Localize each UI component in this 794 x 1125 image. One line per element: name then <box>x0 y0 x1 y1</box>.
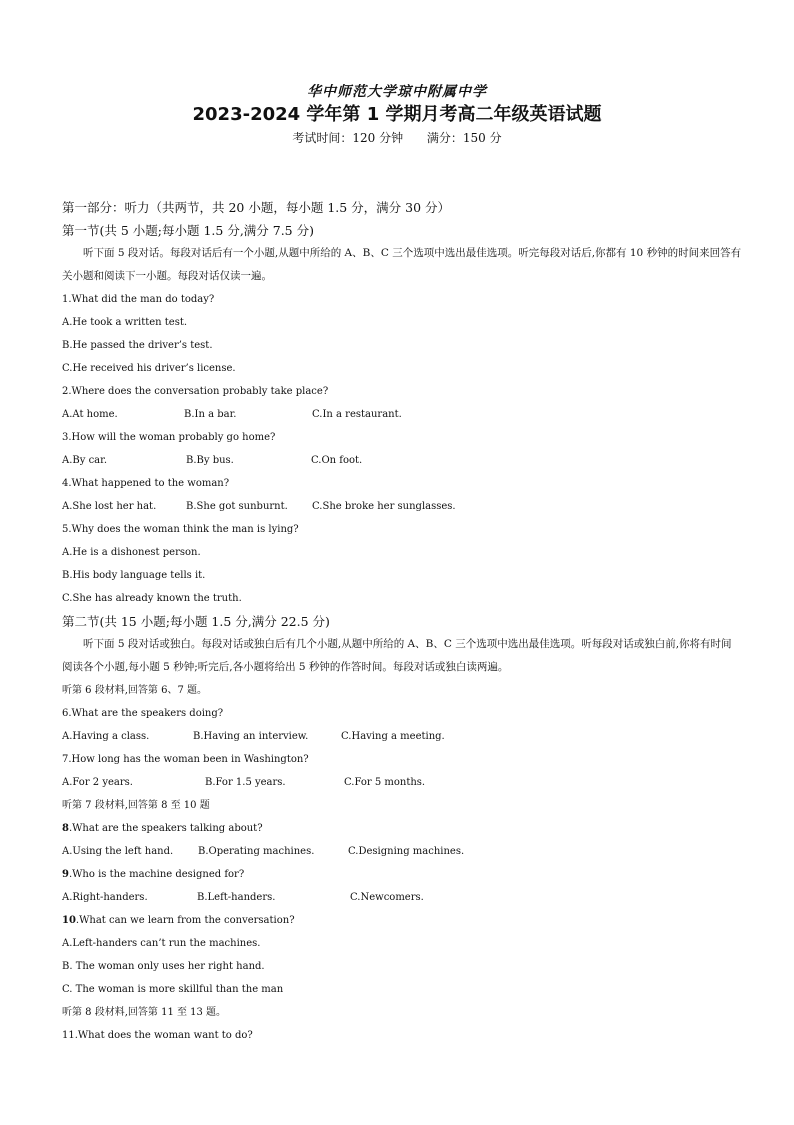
q9-option-b: B.Left-handers. <box>197 892 276 903</box>
question-1: 1.What did the man do today? <box>62 294 215 305</box>
question-6: 6.What are the speakers doing? <box>62 708 224 719</box>
q5-option-a: A.He is a dishonest person. <box>62 547 201 558</box>
question-5: 5.Why does the woman think the man is lying? <box>62 524 299 535</box>
q9-option-c: C.Newcomers. <box>350 892 424 903</box>
section2-heading: 第二节(共 15 小题;每小题 1.5 分,满分 22.5 分) <box>62 614 330 629</box>
question-2: 2.Where does the conversation probably take place? <box>62 386 329 397</box>
q8-option-a: A.Using the left hand. <box>62 846 174 857</box>
q7-option-a: A.For 2 years. <box>62 777 133 788</box>
q1-option-b: B.He passed the driver’s test. <box>62 340 213 351</box>
q10-option-a: A.Left-handers can’t run the machines. <box>62 938 261 949</box>
question-10 <box>62 909 742 932</box>
q10-text: .What can we learn from the conversation? <box>75 915 295 926</box>
section1-heading: 第一节(共 5 小题;每小题 1.5 分,满分 7.5 分) <box>62 223 314 238</box>
q9-number: 9 <box>62 869 69 880</box>
part1-heading: 第一部分：听力（共两节，共 20 小题，每小题 1.5 分，满分 30 分） <box>62 200 451 215</box>
q7-option-c: C.For 5 months. <box>344 777 426 788</box>
q8-options <box>62 840 742 863</box>
q10-option-c: C. The woman is more skillful than the man <box>62 984 284 995</box>
q8-number: 8 <box>62 823 69 834</box>
material-6-note: 听第 6 段材料,回答第 6、7 题。 <box>62 685 207 696</box>
q9-text: .Who is the machine designed for? <box>68 869 245 880</box>
question-9 <box>62 863 742 886</box>
material-7-note: 听第 7 段材料,回答第 8 至 10 题 <box>62 800 210 811</box>
exam-meta <box>0 129 794 146</box>
q7-options <box>62 771 742 794</box>
q2-option-a: A.At home. <box>62 409 118 420</box>
question-4: 4.What happened to the woman? <box>62 478 230 489</box>
q5-option-b: B.His body language tells it. <box>62 570 206 581</box>
q9-option-a: A.Right-handers. <box>62 892 148 903</box>
q1-option-c: C.He received his driver’s license. <box>62 363 236 374</box>
q4-options <box>62 495 742 518</box>
section1-instruction: 听下面 5 段对话。每段对话后有一个小题,从题中所给的 A、B、C 三个选项中选出最佳选项。听完每段对话后,你都有 10 秒钟的时间来回答有关小题和阅读下一小题。每段对话仅读一遍。 <box>62 247 742 282</box>
section2-instruction: 听下面 5 段对话或独白。每段对话或独白后有几个小题,从题中所给的 A、B、C 三个选项中选出最佳选项。听每段对话或独白前,你将有时间阅读各个小题,每小题 5 秒钟;听完后,各小题将给出 5 秒钟的作答时间。每段对话或独白读两遍。 <box>62 638 732 673</box>
question-7: 7.How long has the woman been in Washington? <box>62 754 309 765</box>
question-8 <box>62 817 742 840</box>
q10-number: 10 <box>62 915 76 926</box>
exam-score: 满分：150 分 <box>426 131 502 145</box>
q6-option-c: C.Having a meeting. <box>341 731 445 742</box>
q2-option-c: C.In a restaurant. <box>312 409 402 420</box>
q3-option-a: A.By car. <box>62 455 107 466</box>
q5-option-c: C.She has already known the truth. <box>62 593 242 604</box>
q1-option-a: A.He took a written test. <box>62 317 188 328</box>
question-3: 3.How will the woman probably go home? <box>62 432 276 443</box>
school-name: 华中师范大学琼中附属中学 <box>307 84 487 100</box>
q4-option-b: B.She got sunburnt. <box>186 501 288 512</box>
q6-option-a: A.Having a class. <box>62 731 150 742</box>
exam-content <box>62 196 742 1047</box>
exam-time: 考试时间：120 分钟 <box>292 131 404 145</box>
q8-option-c: C.Designing machines. <box>348 846 465 857</box>
q2-option-b: B.In a bar. <box>184 409 237 420</box>
material-8-note: 听第 8 段材料,回答第 11 至 13 题。 <box>62 1007 227 1018</box>
q8-option-b: B.Operating machines. <box>198 846 315 857</box>
q9-options <box>62 886 742 909</box>
exam-title: 2023-2024 学年第 1 学期月考高二年级英语试题 <box>192 104 602 125</box>
q3-option-b: B.By bus. <box>186 455 234 466</box>
q6-option-b: B.Having an interview. <box>193 731 309 742</box>
q7-option-b: B.For 1.5 years. <box>205 777 286 788</box>
q8-text: .What are the speakers talking about? <box>68 823 263 834</box>
q4-option-a: A.She lost her hat. <box>62 501 157 512</box>
q6-options <box>62 725 742 748</box>
q10-option-b: B. The woman only uses her right hand. <box>62 961 265 972</box>
question-11: 11.What does the woman want to do? <box>62 1030 253 1041</box>
q3-options <box>62 449 742 472</box>
q4-option-c: C.She broke her sunglasses. <box>312 501 456 512</box>
q2-options <box>62 403 742 426</box>
q3-option-c: C.On foot. <box>311 455 363 466</box>
